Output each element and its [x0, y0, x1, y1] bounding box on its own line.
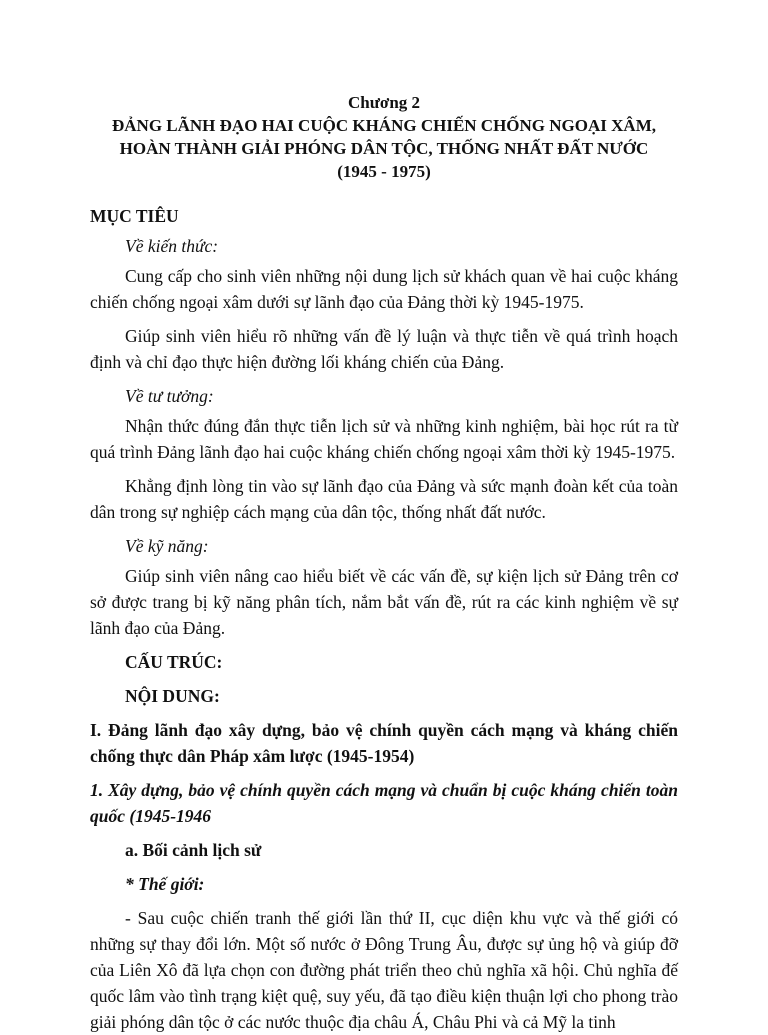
skill-paragraph-1: Giúp sinh viên nâng cao hiểu biết về các vấn đề, sự kiện lịch sử Đảng trên cơ sở được trang bị kỹ năng phân tích, nắm bắt vấn đề, rút ra các kinh nghiệm về sự lãnh đạo của Đảng.: [90, 566, 678, 638]
document-body: [90, 203, 678, 1035]
chapter-header: [80, 91, 688, 183]
subsection-1-title: 1. Xây dựng, bảo vệ chính quyền cách mạng và chuẩn bị cuộc kháng chiến toàn quốc (1945-1946: [90, 780, 678, 826]
chapter-title-line-1: ĐẢNG LÃNH ĐẠO HAI CUỘC KHÁNG CHIẾN CHỐNG NGOẠI XÂM,: [111, 116, 656, 135]
objectives-heading: MỤC TIÊU: [90, 206, 179, 226]
world-heading: * Thế giới:: [125, 874, 205, 894]
thought-label: Về tư tưởng:: [125, 386, 214, 406]
knowledge-label: Về kiến thức:: [125, 236, 219, 256]
chapter-number: Chương 2: [347, 93, 421, 112]
chapter-years: (1945 - 1975): [337, 162, 431, 181]
structure-heading: CẤU TRÚC:: [125, 652, 223, 672]
subsection-1a-title: a. Bối cảnh lịch sử: [125, 840, 262, 860]
knowledge-paragraph-1: Cung cấp cho sinh viên những nội dung lịch sử khách quan về hai cuộc kháng chiến chống ngoại xâm dưới sự lãnh đạo của Đảng thời kỳ 1945-1975.: [90, 266, 678, 312]
chapter-title-line-2: HOÀN THÀNH GIẢI PHÓNG DÂN TỘC, THỐNG NHẤT ĐẤT NƯỚC: [119, 139, 649, 158]
section-1-title: I. Đảng lãnh đạo xây dựng, bảo vệ chính quyền cách mạng và kháng chiến chống thực dân Pháp xâm lược (1945-1954): [90, 720, 678, 766]
knowledge-paragraph-2: Giúp sinh viên hiểu rõ những vấn đề lý luận và thực tiễn về quá trình hoạch định và chỉ đạo thực hiện đường lối kháng chiến của Đảng.: [90, 326, 678, 372]
skill-label: Về kỹ năng:: [125, 536, 209, 556]
thought-paragraph-2: Khẳng định lòng tin vào sự lãnh đạo của Đảng và sức mạnh đoàn kết của toàn dân trong sự nghiệp cách mạng của dân tộc, thống nhất đất nước.: [90, 476, 678, 522]
thought-paragraph-1: Nhận thức đúng đắn thực tiễn lịch sử và những kinh nghiệm, bài học rút ra từ quá trình Đảng lãnh đạo hai cuộc kháng chiến chống ngoại xâm thời kỳ 1945-1975.: [90, 416, 678, 462]
content-heading: NỘI DUNG:: [125, 686, 220, 706]
world-paragraph-1: - Sau cuộc chiến tranh thế giới lần thứ II, cục diện khu vực và thế giới có những sự thay đổi lớn. Một số nước ở Đông Trung Âu, được sự ủng hộ và giúp đỡ của Liên Xô đã lựa chọn con đường phát triển theo chủ nghĩa xã hội. Chủ nghĩa đế quốc lâm vào tình trạng kiệt quệ, suy yếu, đã tạo điều kiện thuận lợi cho phong trào giải phóng dân tộc ở các nước thuộc địa châu Á, Châu Phi và cả Mỹ la tinh: [90, 908, 678, 1032]
